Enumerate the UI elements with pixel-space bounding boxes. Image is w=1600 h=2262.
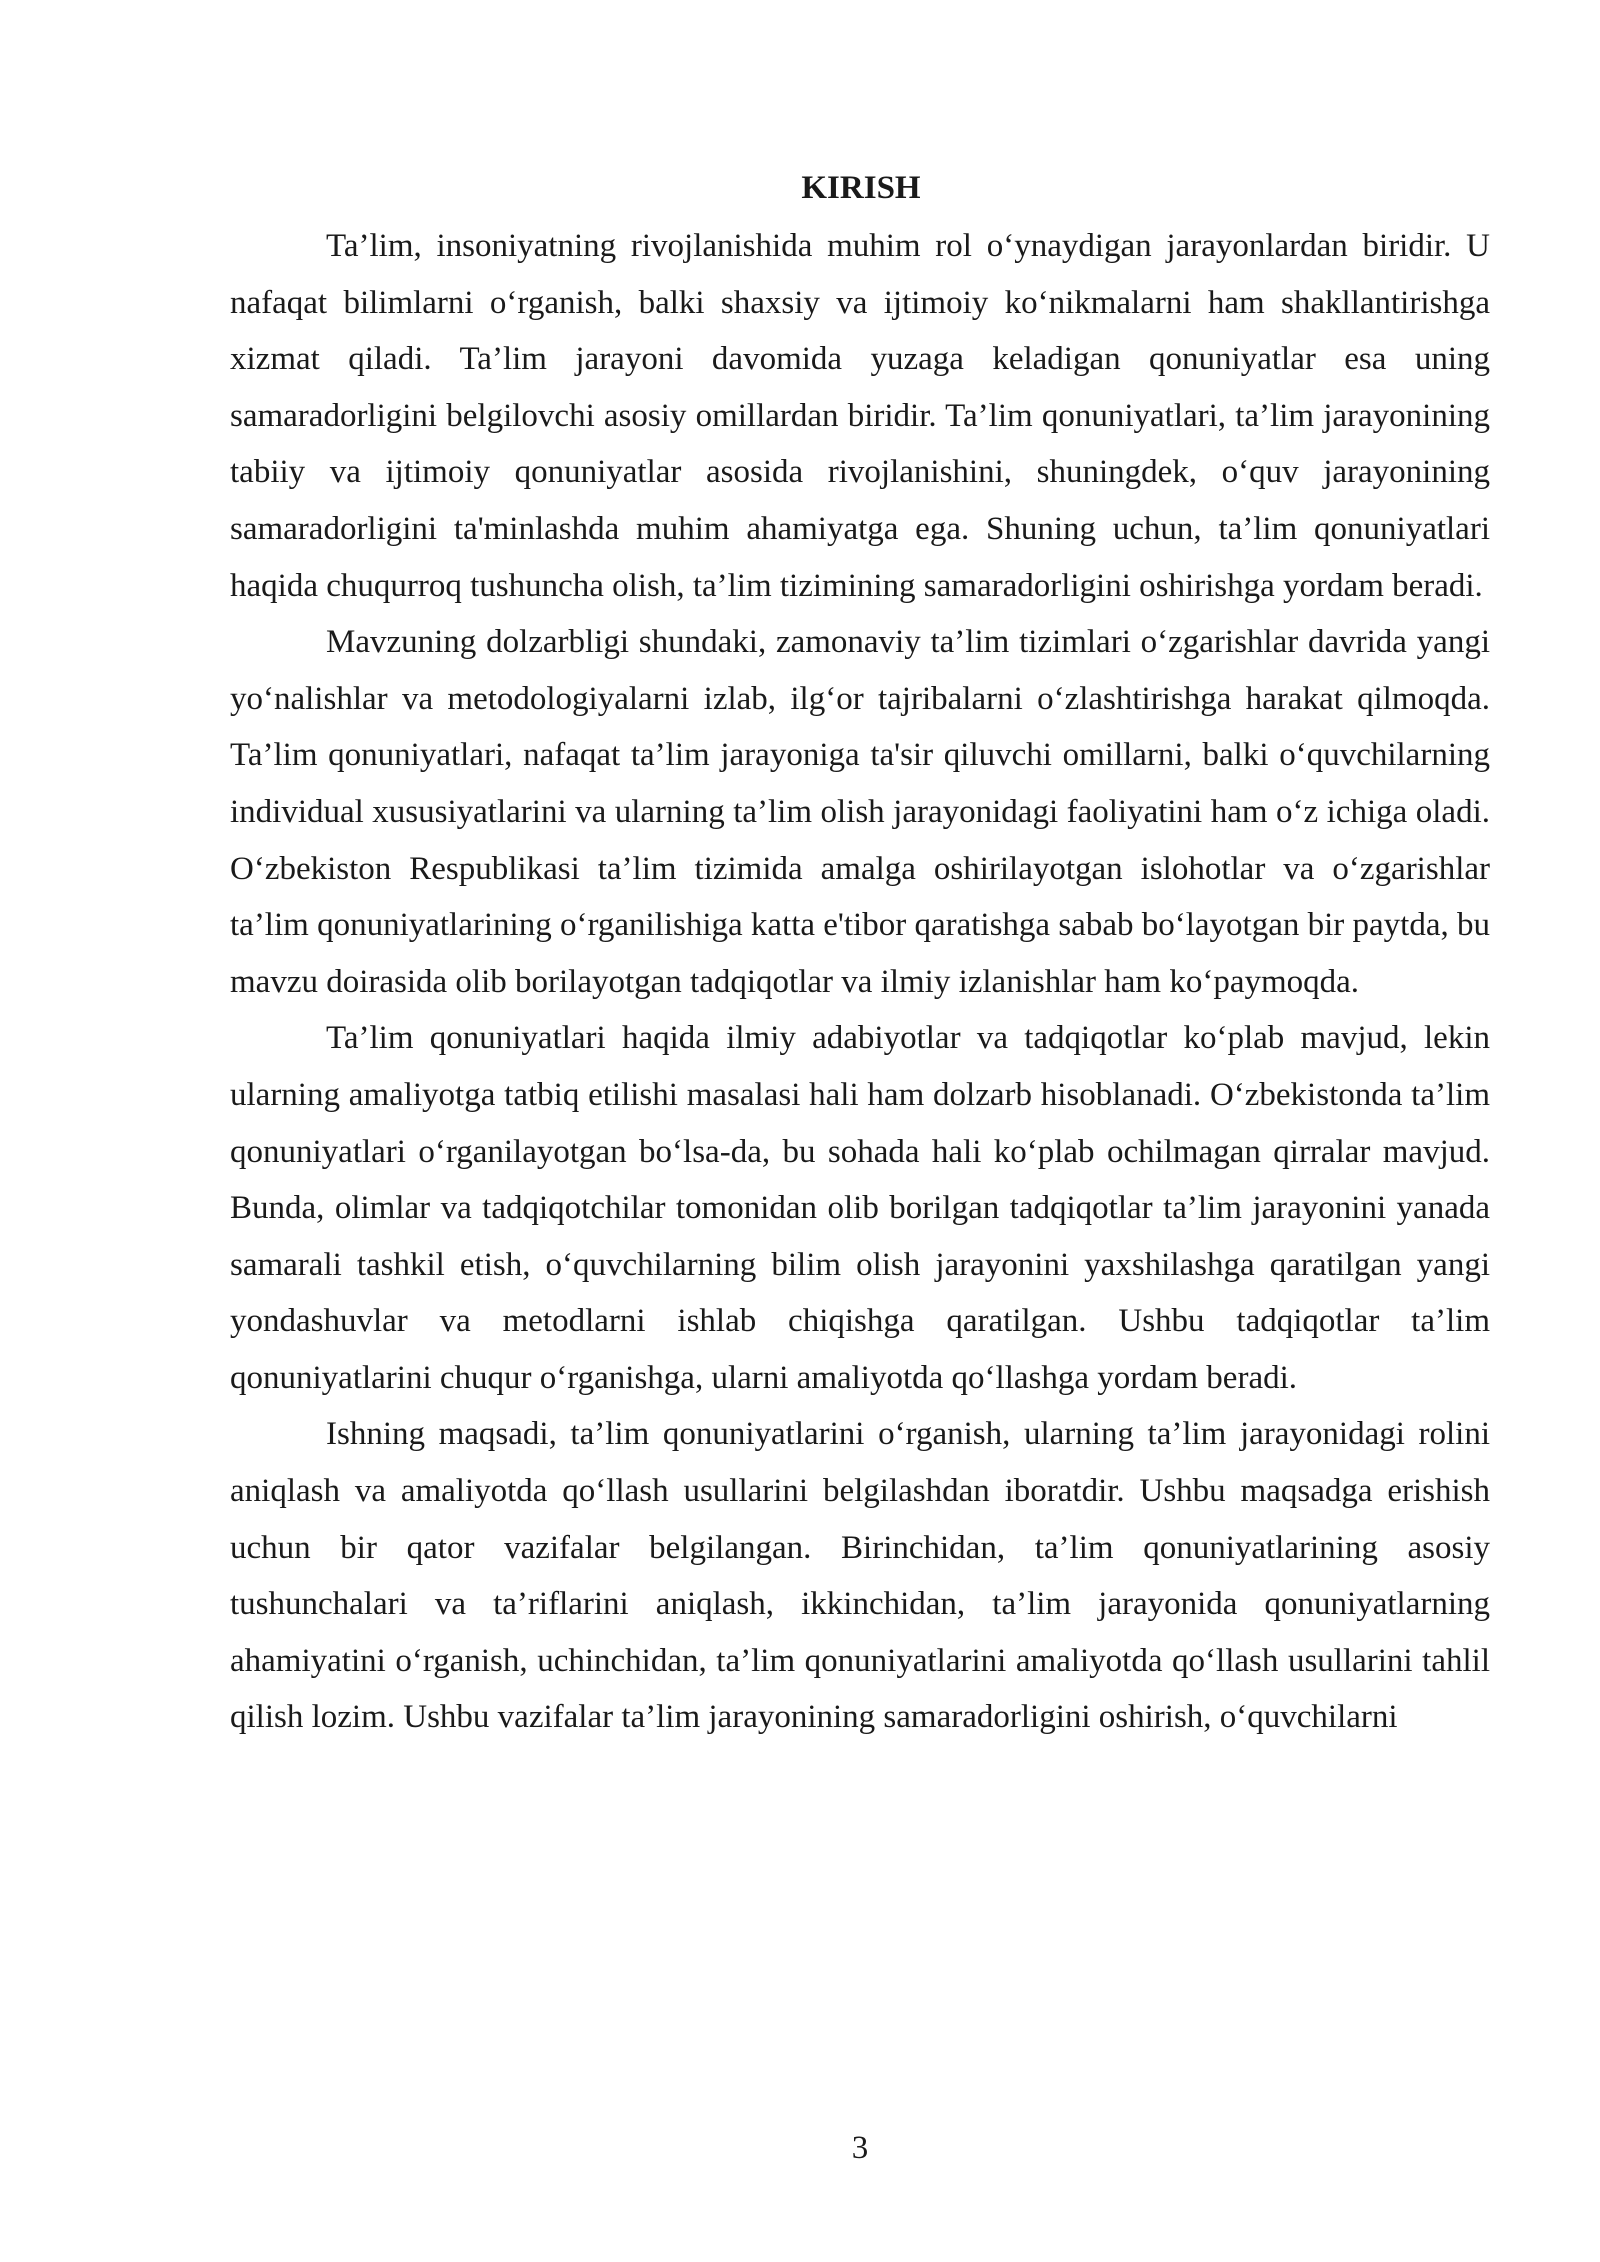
page-number: 3 — [851, 2130, 869, 2166]
document-page — [230, 160, 1490, 1746]
paragraph-goal: Ishning maqsadi, ta’lim qonuniyatlarini o‘rganish, ularning ta’lim jarayonidagi rolini aniqlash va amaliyotda qo‘llash usullarini belgilashdan iboratdir. Ushbu maqsadga erishish uchun bir qator vazifalar belgilangan. Birinchidan, ta’lim qonuniyatlarining asosiy tushunchalari va ta’riflarini aniqlash, ikkinchidan, ta’lim jarayonida qonuniyatlarning ahamiyatini o‘rganish, uchinchidan, ta’lim qonuniyatlarini amaliyotda qo‘llash usullarini tahlil qilish lozim. Ushbu vazifalar ta’lim jarayonining samaradorligini oshirish, o‘quvchilarni — [230, 1416, 1490, 1736]
paragraph-intro: Ta’lim, insoniyatning rivojlanishida muhim rol o‘ynaydigan jarayonlardan biridir. U nafaqat bilimlarni o‘rganish, balki shaxsiy va ijtimoiy ko‘nikmalarni ham shakllantirishga xizmat qiladi. Ta’lim jarayoni davomida yuzaga keladigan qonuniyatlar esa uning samaradorligini belgilovchi asosiy omillardan biridir. Ta’lim qonuniyatlari, ta’lim jarayonining tabiiy va ijtimoiy qonuniyatlar asosida rivojlanishini, shuningdek, o‘quv jarayonining samaradorligini ta'minlashda muhim ahamiyatga ega. Shuning uchun, ta’lim qonuniyatlari haqida chuqurroq tushuncha olish, ta’lim tizimining samaradorligini oshirishga yordam beradi. — [230, 228, 1490, 604]
section-title: KIRISH — [801, 170, 921, 206]
paragraph-relevance: Mavzuning dolzarbligi shundaki, zamonaviy ta’lim tizimlari o‘zgarishlar davrida yangi yo‘nalishlar va metodologiyalarni izlab, ilg‘or tajribalarni o‘zlashtirishga harakat qilmoqda. Ta’lim qonuniyatlari, nafaqat ta’lim jarayoniga ta'sir qiluvchi omillarni, balki o‘quvchilarning individual xususiyatlarini va ularning ta’lim olish jarayonidagi faoliyatini ham o‘z ichiga oladi. O‘zbekiston Respublikasi ta’lim tizimida amalga oshirilayotgan islohotlar va o‘zgarishlar ta’lim qonuniyatlarining o‘rganilishiga katta e'tibor qaratishga sabab bo‘layotgan bir paytda, bu mavzu doirasida olib borilayotgan tadqiqotlar va ilmiy izlanishlar ham ko‘paymoqda. — [230, 624, 1490, 1000]
paragraph-research: Ta’lim qonuniyatlari haqida ilmiy adabiyotlar va tadqiqotlar ko‘plab mavjud, lekin ularning amaliyotga tatbiq etilishi masalasi hali ham dolzarb hisoblanadi. O‘zbekistonda ta’lim qonuniyatlari o‘rganilayotgan bo‘lsa-da, bu sohada hali ko‘plab ochilmagan qirralar mavjud. Bunda, olimlar va tadqiqotchilar tomonidan olib borilgan tadqiqotlar ta’lim jarayonini yanada samarali tashkil etish, o‘quvchilarning bilim olish jarayonini yaxshilashga qaratilgan yangi yondashuvlar va metodlarni ishlab chiqishga qaratilgan. Ushbu tadqiqotlar ta’lim qonuniyatlarini chuqur o‘rganishga, ularni amaliyotda qo‘llashga yordam beradi. — [230, 1020, 1490, 1396]
